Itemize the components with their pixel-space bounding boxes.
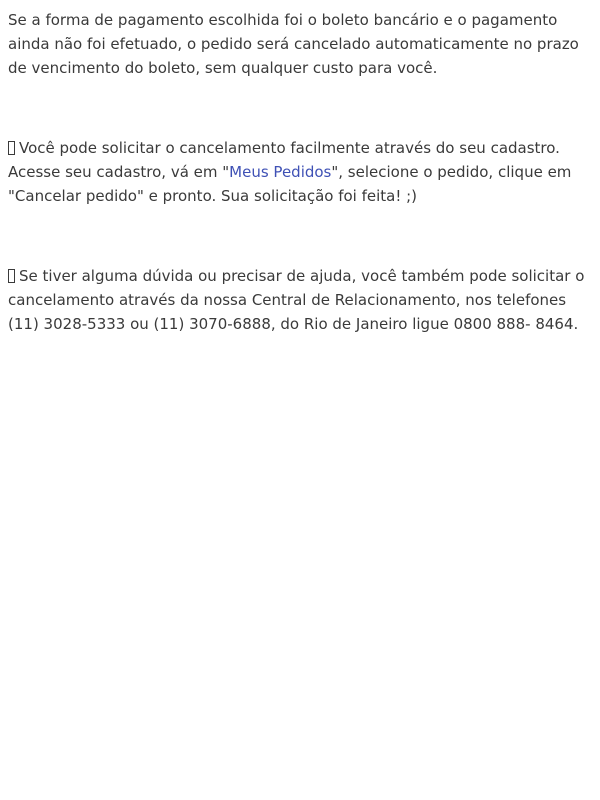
help-article-content	[8, 8, 596, 336]
paragraph-spacer	[8, 80, 596, 136]
missing-glyph-icon	[8, 269, 15, 283]
cadastro-text-after-link: ", selecione o pedido, clique em "Cancelar pedido" e pronto. Sua solicitação foi feita! ;)	[8, 163, 572, 205]
central-paragraph	[8, 264, 596, 336]
central-text: Se tiver alguma dúvida ou precisar de ajuda, você também pode solicitar o cancelamento através da nossa Central de Relacionamento, nos telefones (11) 3028-5333 ou (11) 3070-6888, do Rio de Janeiro ligue 0800 888- 8464.	[8, 267, 585, 333]
missing-glyph-icon	[8, 141, 15, 155]
cadastro-text-before-link: Você pode solicitar o cancelamento facilmente através do seu cadastro. Acesse seu cadastro, vá em "	[8, 139, 560, 181]
boleto-paragraph: Se a forma de pagamento escolhida foi o boleto bancário e o pagamento ainda não foi efetuado, o pedido será cancelado automaticamente no prazo de vencimento do boleto, sem qualquer custo para você.	[8, 11, 579, 77]
cadastro-paragraph	[8, 136, 596, 208]
paragraph-spacer	[8, 208, 596, 264]
meus-pedidos-link[interactable]: Meus Pedidos	[229, 163, 332, 181]
